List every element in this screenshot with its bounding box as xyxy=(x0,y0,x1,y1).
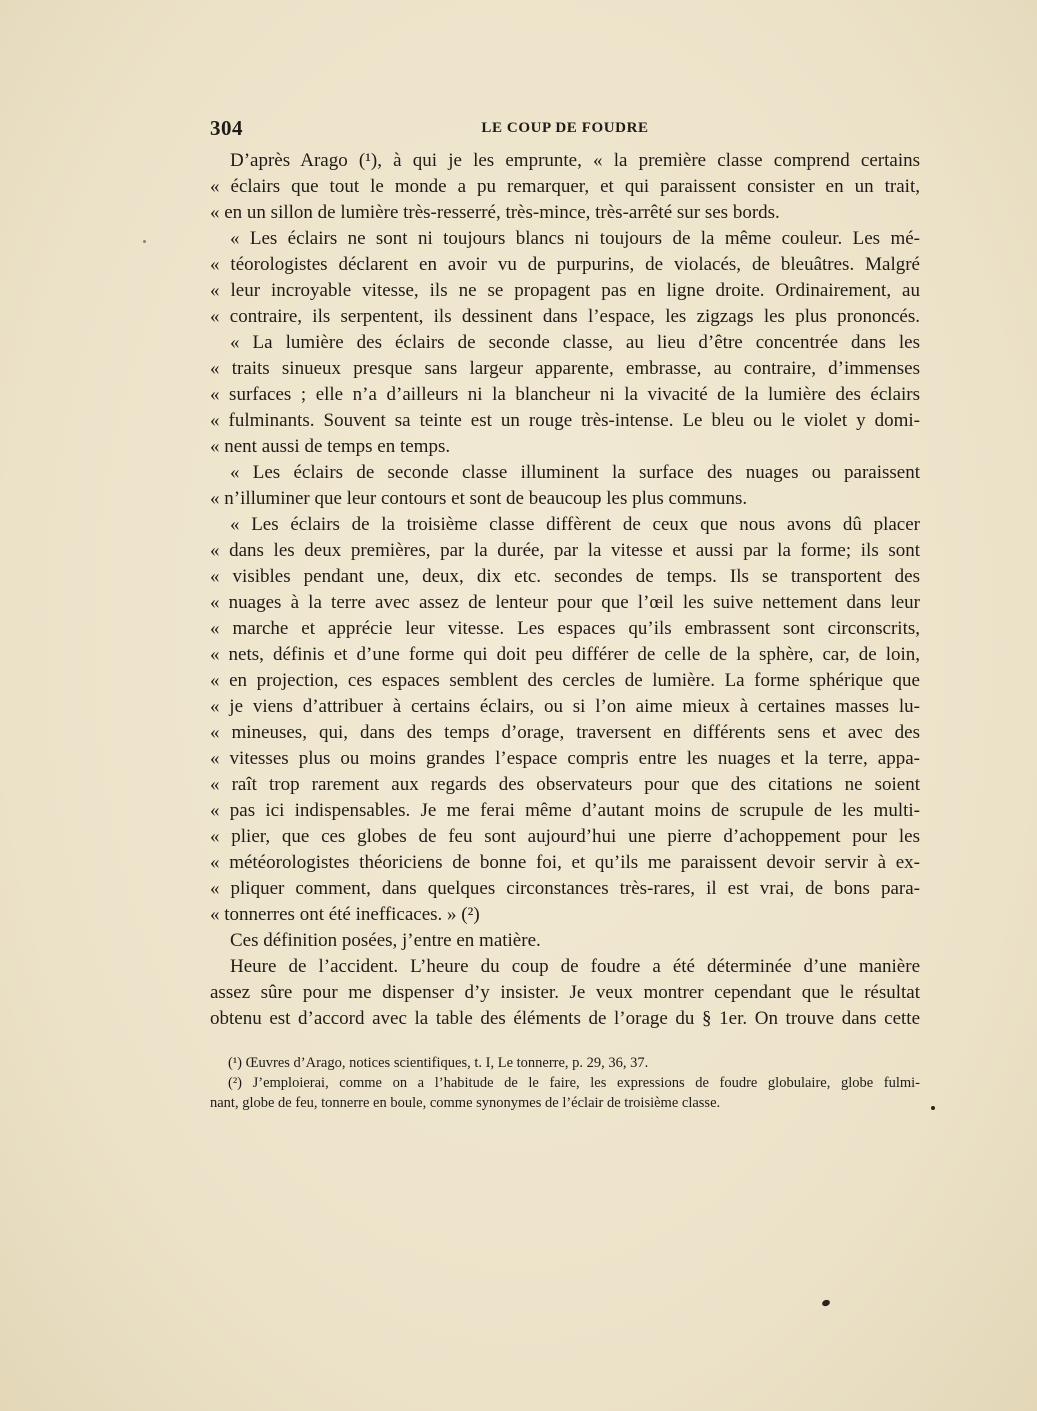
text-line: « nent aussi de temps en temps. xyxy=(210,436,451,457)
text-line: « marche et apprécie leur vitesse. Les espaces qu’ils embrassent sont circonscrits, xyxy=(210,618,920,639)
text-line: « fulminants. Souvent sa teinte est un rouge très-intense. Le bleu ou le violet y domi- xyxy=(210,410,920,431)
text-line: « je viens d’attribuer à certains éclairs, ou si l’on aime mieux à certaines masses lu- xyxy=(210,696,920,717)
text-line: « surfaces ; elle n’a d’ailleurs ni la blancheur ni la vivacité de la lumière des éclairs xyxy=(210,384,920,405)
text-line: Heure de l’accident. L’heure du coup de foudre a été déterminée d’une manière xyxy=(230,956,920,977)
running-title: LE COUP DE FOUDRE xyxy=(481,120,649,136)
text-line: « nuages à la terre avec assez de lenteur pour que l’œil les suive nettement dans leur xyxy=(210,592,920,613)
text-line: « tonnerres ont été inefficaces. » (²) xyxy=(210,904,480,925)
text-line: « plier, que ces globes de feu sont aujourd’hui une pierre d’achoppement pour les xyxy=(210,826,920,847)
text-line: « mineuses, qui, dans des temps d’orage, traversent en différents sens et avec des xyxy=(210,722,920,743)
text-line: « pliquer comment, dans quelques circonstances très-rares, il est vrai, de bons para- xyxy=(210,878,920,899)
text-line: « visibles pendant une, deux, dix etc. secondes de temps. Ils se transportent des xyxy=(210,566,920,587)
text-line: « en projection, ces espaces semblent des cercles de lumière. La forme sphérique que xyxy=(210,670,920,691)
text-line: D’après Arago (¹), à qui je les emprunte, « la première classe comprend certains xyxy=(230,150,920,171)
text-line: « n’illuminer que leur contours et sont de beaucoup les plus communs. xyxy=(210,488,748,509)
ink-speck xyxy=(143,240,146,243)
footnote-line: (¹) Œuvres d’Arago, notices scientifiques, t. I, Le tonnerre, p. 29, 36, 37. xyxy=(228,1055,649,1071)
text-line: « La lumière des éclairs de seconde classe, au lieu d’être concentrée dans les xyxy=(230,332,920,353)
text-line: « en un sillon de lumière très-resserré, très-mince, très-arrêté sur ses bords. xyxy=(210,202,780,223)
text-line: « éclairs que tout le monde a pu remarquer, et qui paraissent consister en un trait, xyxy=(210,176,920,197)
page-number: 304 xyxy=(210,116,243,140)
text-line: « Les éclairs ne sont ni toujours blancs ni toujours de la même couleur. Les mé- xyxy=(230,228,920,249)
text-line: « traits sinueux presque sans largeur apparente, embrasse, au contraire, d’immenses xyxy=(210,358,920,379)
text-line: « leur incroyable vitesse, ils ne se propagent pas en ligne droite. Ordinairement, au xyxy=(210,280,920,301)
footnote-line: (²) J’emploierai, comme on a l’habitude de le faire, les expressions de foudre globulaire, globe fulmi- xyxy=(228,1075,920,1091)
text-line: Ces définition posées, j’entre en matière. xyxy=(230,930,541,951)
text-line: « vitesses plus ou moins grandes l’espace compris entre les nuages et la terre, appa- xyxy=(210,748,920,769)
text-line: « Les éclairs de seconde classe illuminent la surface des nuages ou paraissent xyxy=(230,462,920,483)
ink-speck xyxy=(931,1106,935,1110)
text-line: assez sûre pour me dispenser d’y insister. Je veux montrer cependant que le résultat xyxy=(210,982,920,1003)
body-text xyxy=(210,148,920,1032)
text-line: « raît trop rarement aux regards des observateurs pour que des citations ne soient xyxy=(210,774,920,795)
text-line: « pas ici indispensables. Je me ferai même d’autant moins de scrupule de les multi- xyxy=(210,800,920,821)
page-header xyxy=(210,116,920,142)
text-line: « dans les deux premières, par la durée, par la vitesse et aussi par la forme; ils sont xyxy=(210,540,920,561)
text-line: « nets, définis et d’une forme qui doit peu différer de celle de la sphère, car, de loin, xyxy=(210,644,920,665)
text-line: « contraire, ils serpentent, ils dessinent dans l’espace, les zigzags les plus prononcés. xyxy=(210,306,920,327)
text-line: « Les éclairs de la troisième classe diffèrent de ceux que nous avons dû placer xyxy=(230,514,920,535)
ink-speck xyxy=(821,1299,831,1307)
text-line: obtenu est d’accord avec la table des éléments de l’orage du § 1er. On trouve dans cette xyxy=(210,1008,920,1029)
footnotes xyxy=(210,1053,920,1113)
footnote-line: nant, globe de feu, tonnerre en boule, comme synonymes de l’éclair de troisième classe. xyxy=(210,1095,721,1111)
text-line: « météorologistes théoriciens de bonne foi, et qu’ils me paraissent devoir servir à ex- xyxy=(210,852,920,873)
text-line: « téorologistes déclarent en avoir vu de purpurins, de violacés, de bleuâtres. Malgré xyxy=(210,254,920,275)
